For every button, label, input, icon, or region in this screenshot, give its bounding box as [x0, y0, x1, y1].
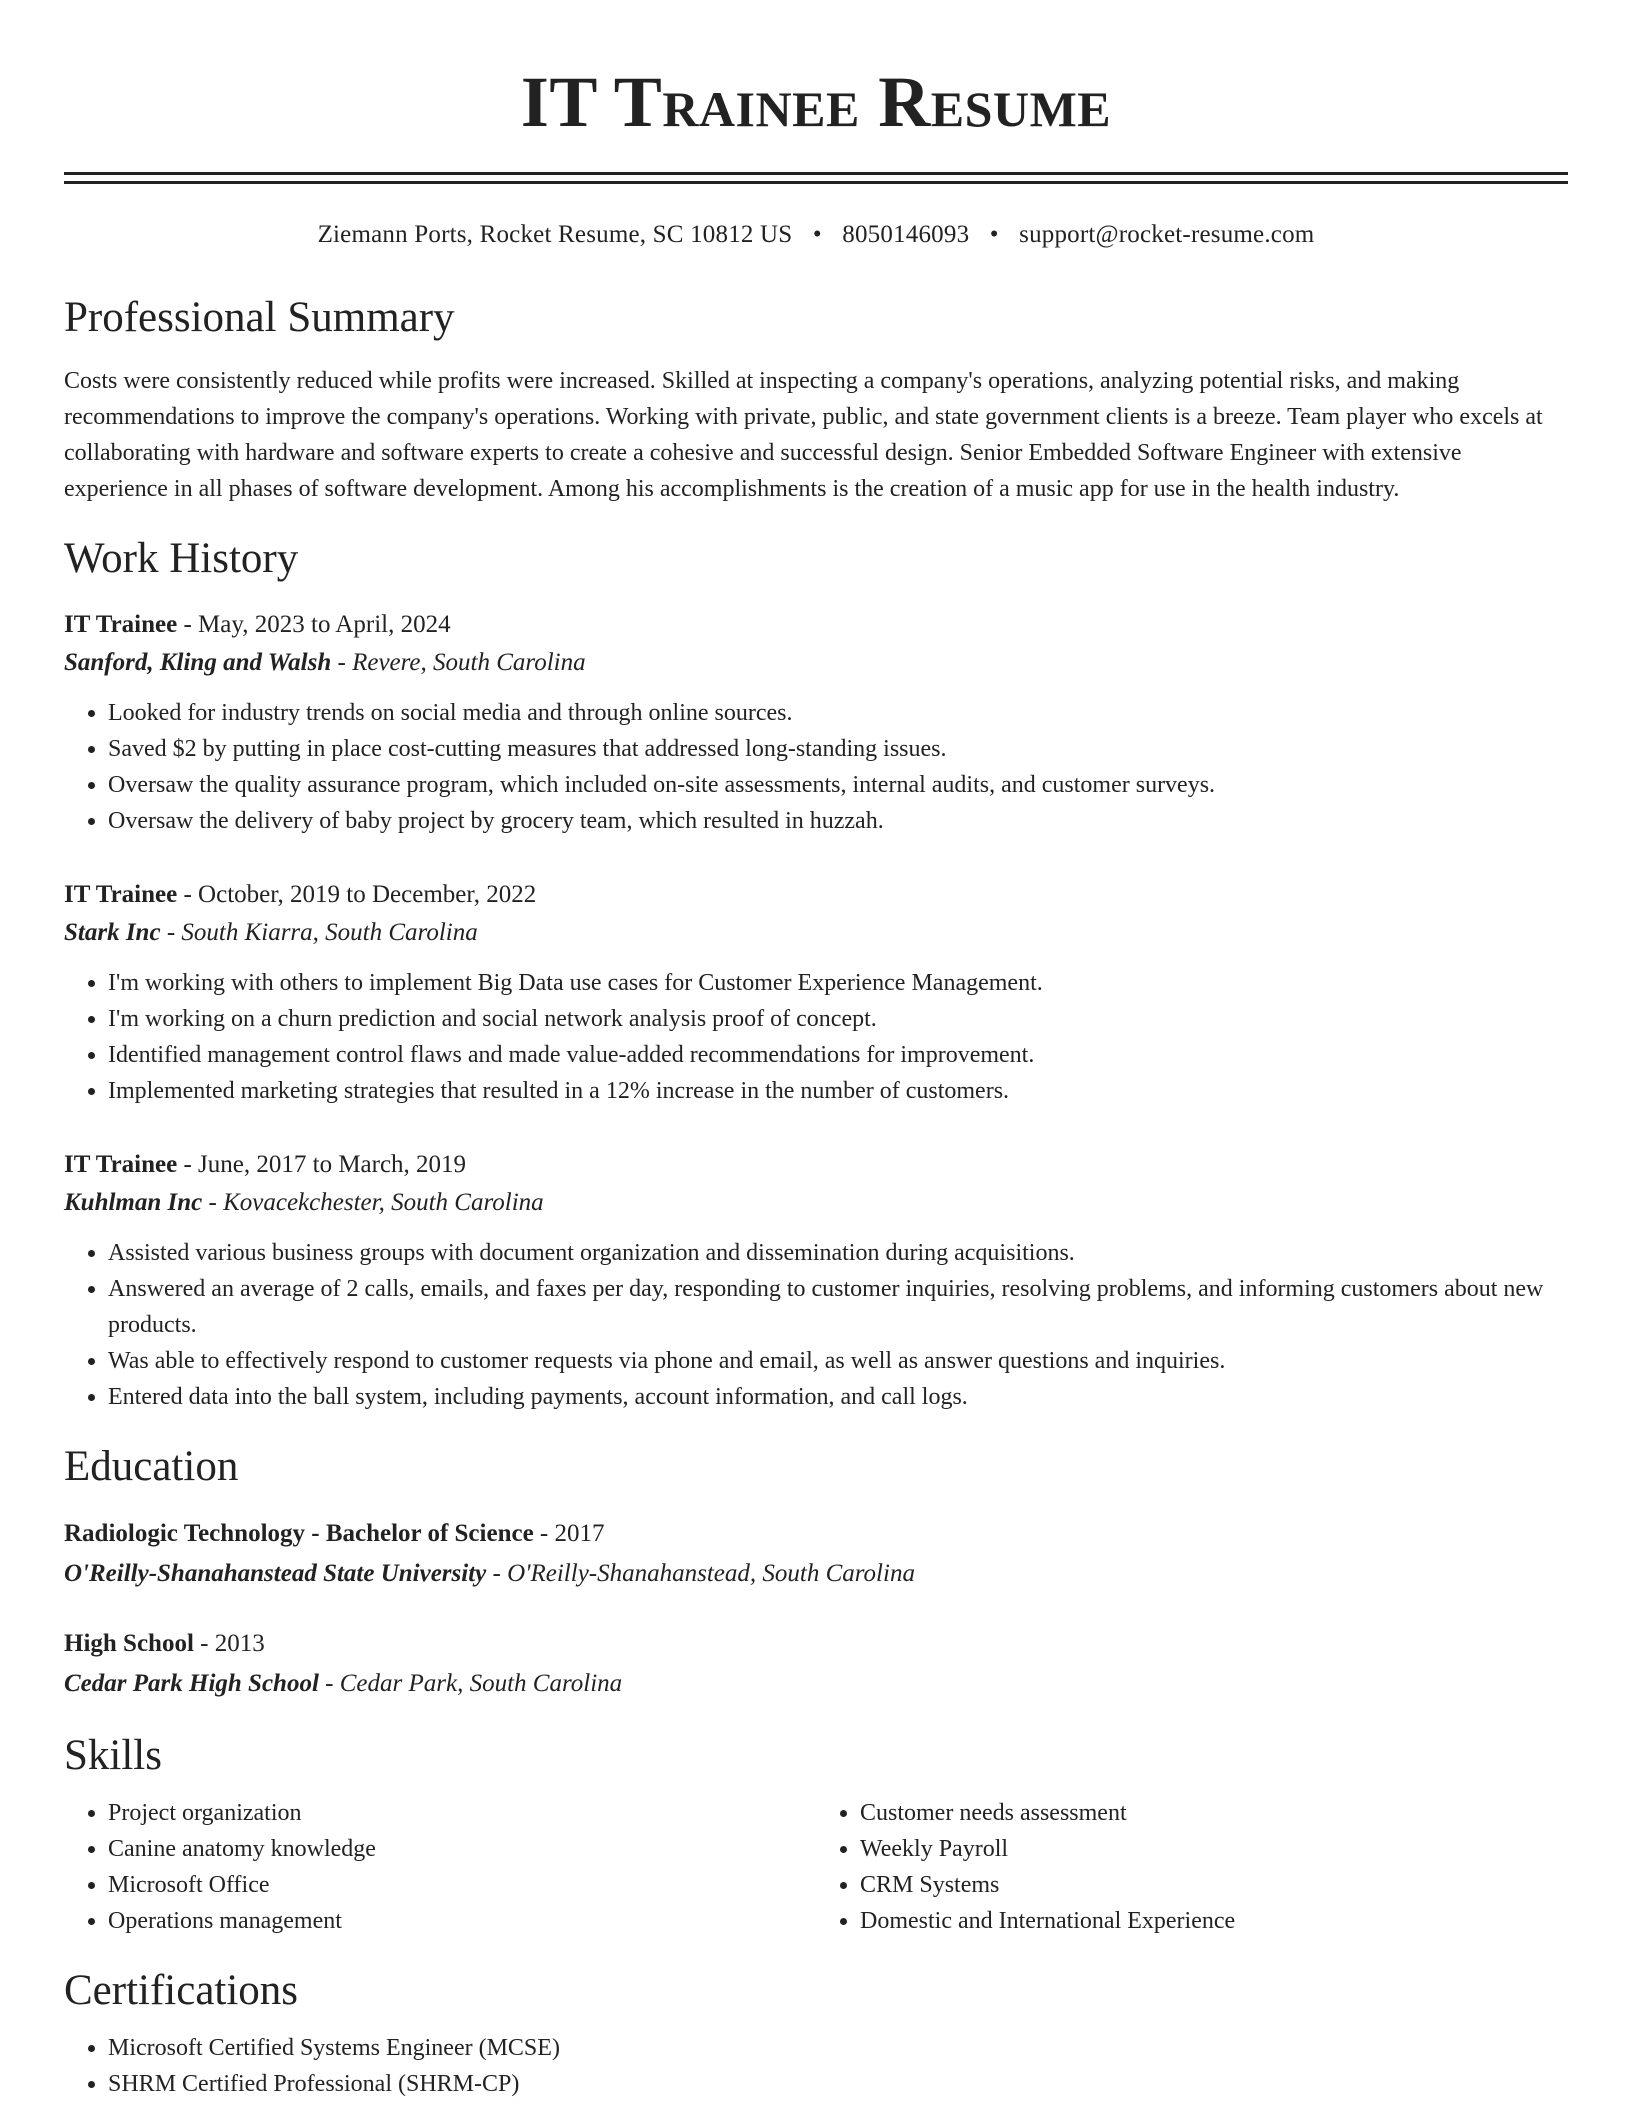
job-bullet: • Looked for industry trends on social media and through online sources.: [108, 695, 1568, 731]
job-bullet: • Implemented marketing strategies that resulted in a 12% increase in the number of customers.: [108, 1073, 1568, 1109]
education-degree-line: [64, 1514, 1568, 1554]
job-location: - Revere, South Carolina: [331, 648, 586, 676]
skill-item: • Project organization: [108, 1795, 816, 1831]
summary-text: Costs were consistently reduced while profits were increased. Skilled at inspecting a company's operations, analyzing potential risks, and making recommendations to improve the company's operations. Working with private, public, and state government clients is a breeze. Team player who excels at collaborating with hardware and software experts to create a cohesive and successful design. Senior Embedded Software Engineer with extensive experience in all phases of software development. Among his accomplishments is the creation of a music app for use in the health industry.: [64, 368, 1543, 503]
education-school: O'Reilly-Shanahanstead State University: [64, 1559, 487, 1587]
job-bullet: • Was able to effectively respond to customer requests via phone and email, as well as answer questions and inquiries.: [108, 1343, 1568, 1379]
education-location: - O'Reilly-Shanahanstead, South Carolina: [486, 1559, 915, 1587]
job-bullets: [64, 695, 1568, 839]
job-role: IT Trainee: [64, 610, 178, 638]
job-bullet: • Assisted various business groups with document organization and dissemination during acquisitions.: [108, 1235, 1568, 1271]
certifications-heading: Certifications: [64, 1967, 299, 2015]
skills-column-left: [64, 1795, 816, 1939]
contact-line: [64, 221, 1568, 249]
job-bullet: • Oversaw the quality assurance program, which included on-site assessments, internal audits, and customer surveys.: [108, 767, 1568, 803]
education-location: - Cedar Park, South Carolina: [318, 1669, 623, 1697]
education-degree: Radiologic Technology - Bachelor of Science: [64, 1519, 534, 1547]
contact-email: support@rocket-resume.com: [1019, 221, 1315, 248]
education-year: - 2017: [533, 1519, 605, 1547]
job-bullet: • Entered data into the ball system, including payments, account information, and call logs.: [108, 1379, 1568, 1415]
job-company: Kuhlman Inc: [64, 1188, 203, 1216]
job-location: - South Kiarra, South Carolina: [160, 918, 478, 946]
certification-item: • SHRM Certified Professional (SHRM-CP): [108, 2066, 1568, 2102]
job-bullets: [64, 965, 1568, 1109]
job-role: IT Trainee: [64, 1150, 178, 1178]
skill-item: • Canine anatomy knowledge: [108, 1831, 816, 1867]
job-title-line: [64, 607, 1568, 643]
skill-item: • Domestic and International Experience: [860, 1903, 1568, 1939]
job-company-line: [64, 1183, 1568, 1223]
header-divider: [64, 172, 1568, 175]
header-divider-second: [64, 181, 1568, 184]
job-dates: - May, 2023 to April, 2024: [177, 610, 451, 638]
skill-item: • Microsoft Office: [108, 1867, 816, 1903]
job-title-line: [64, 1147, 1568, 1183]
job-bullet: • Answered an average of 2 calls, emails, and faxes per day, responding to customer inquiries, resolving problems, and informing customers about new products.: [108, 1271, 1568, 1343]
work-history-heading: Work History: [64, 535, 299, 583]
job-company-line: [64, 643, 1568, 683]
contact-phone: 8050146093: [842, 221, 970, 248]
job-title-line: [64, 877, 1568, 913]
education-school-line: [64, 1664, 1568, 1704]
skill-item: • Operations management: [108, 1903, 816, 1939]
certifications-list: [64, 2030, 1568, 2102]
education-entry: [64, 1624, 1568, 1704]
contact-separator: •: [989, 221, 999, 248]
skills-column-right: [816, 1795, 1568, 1939]
education-heading: Education: [64, 1442, 239, 1490]
job-bullet: • Identified management control flaws and made value-added recommendations for improvement.: [108, 1037, 1568, 1073]
skill-item: • Customer needs assessment: [860, 1795, 1568, 1831]
job-dates: - October, 2019 to December, 2022: [177, 880, 537, 908]
education-entry: [64, 1514, 1568, 1594]
job-bullet: • Oversaw the delivery of baby project by grocery team, which resulted in huzzah.: [108, 803, 1568, 839]
job-entry: [64, 1147, 1568, 1415]
job-bullets: [64, 1235, 1568, 1415]
job-bullet: • I'm working on a churn prediction and social network analysis proof of concept.: [108, 1001, 1568, 1037]
job-role: IT Trainee: [64, 880, 178, 908]
job-bullet: • Saved $2 by putting in place cost-cutting measures that addressed long-standing issues.: [108, 731, 1568, 767]
contact-address: Ziemann Ports, Rocket Resume, SC 10812 US: [317, 221, 793, 248]
education-degree-line: [64, 1624, 1568, 1664]
education-school: Cedar Park High School: [64, 1669, 319, 1697]
job-entry: [64, 607, 1568, 839]
contact-separator: •: [812, 221, 822, 248]
job-company-line: [64, 913, 1568, 953]
skills-heading: Skills: [64, 1731, 162, 1779]
page-title: IT Trainee Resume: [520, 62, 1112, 142]
skill-item: • CRM Systems: [860, 1867, 1568, 1903]
education-year: - 2013: [193, 1629, 265, 1657]
job-company: Stark Inc: [64, 918, 161, 946]
job-dates: - June, 2017 to March, 2019: [177, 1150, 467, 1178]
job-company: Sanford, Kling and Walsh: [64, 648, 332, 676]
skill-item: • Weekly Payroll: [860, 1831, 1568, 1867]
job-bullet: • I'm working with others to implement Big Data use cases for Customer Experience Management.: [108, 965, 1568, 1001]
job-entry: [64, 877, 1568, 1109]
job-location: - Kovacekchester, South Carolina: [202, 1188, 544, 1216]
education-school-line: [64, 1554, 1568, 1594]
skills-list: [64, 1795, 1568, 1939]
education-degree: High School: [64, 1629, 194, 1657]
summary-heading: Professional Summary: [64, 294, 455, 341]
certification-item: • Microsoft Certified Systems Engineer (MCSE): [108, 2030, 1568, 2066]
